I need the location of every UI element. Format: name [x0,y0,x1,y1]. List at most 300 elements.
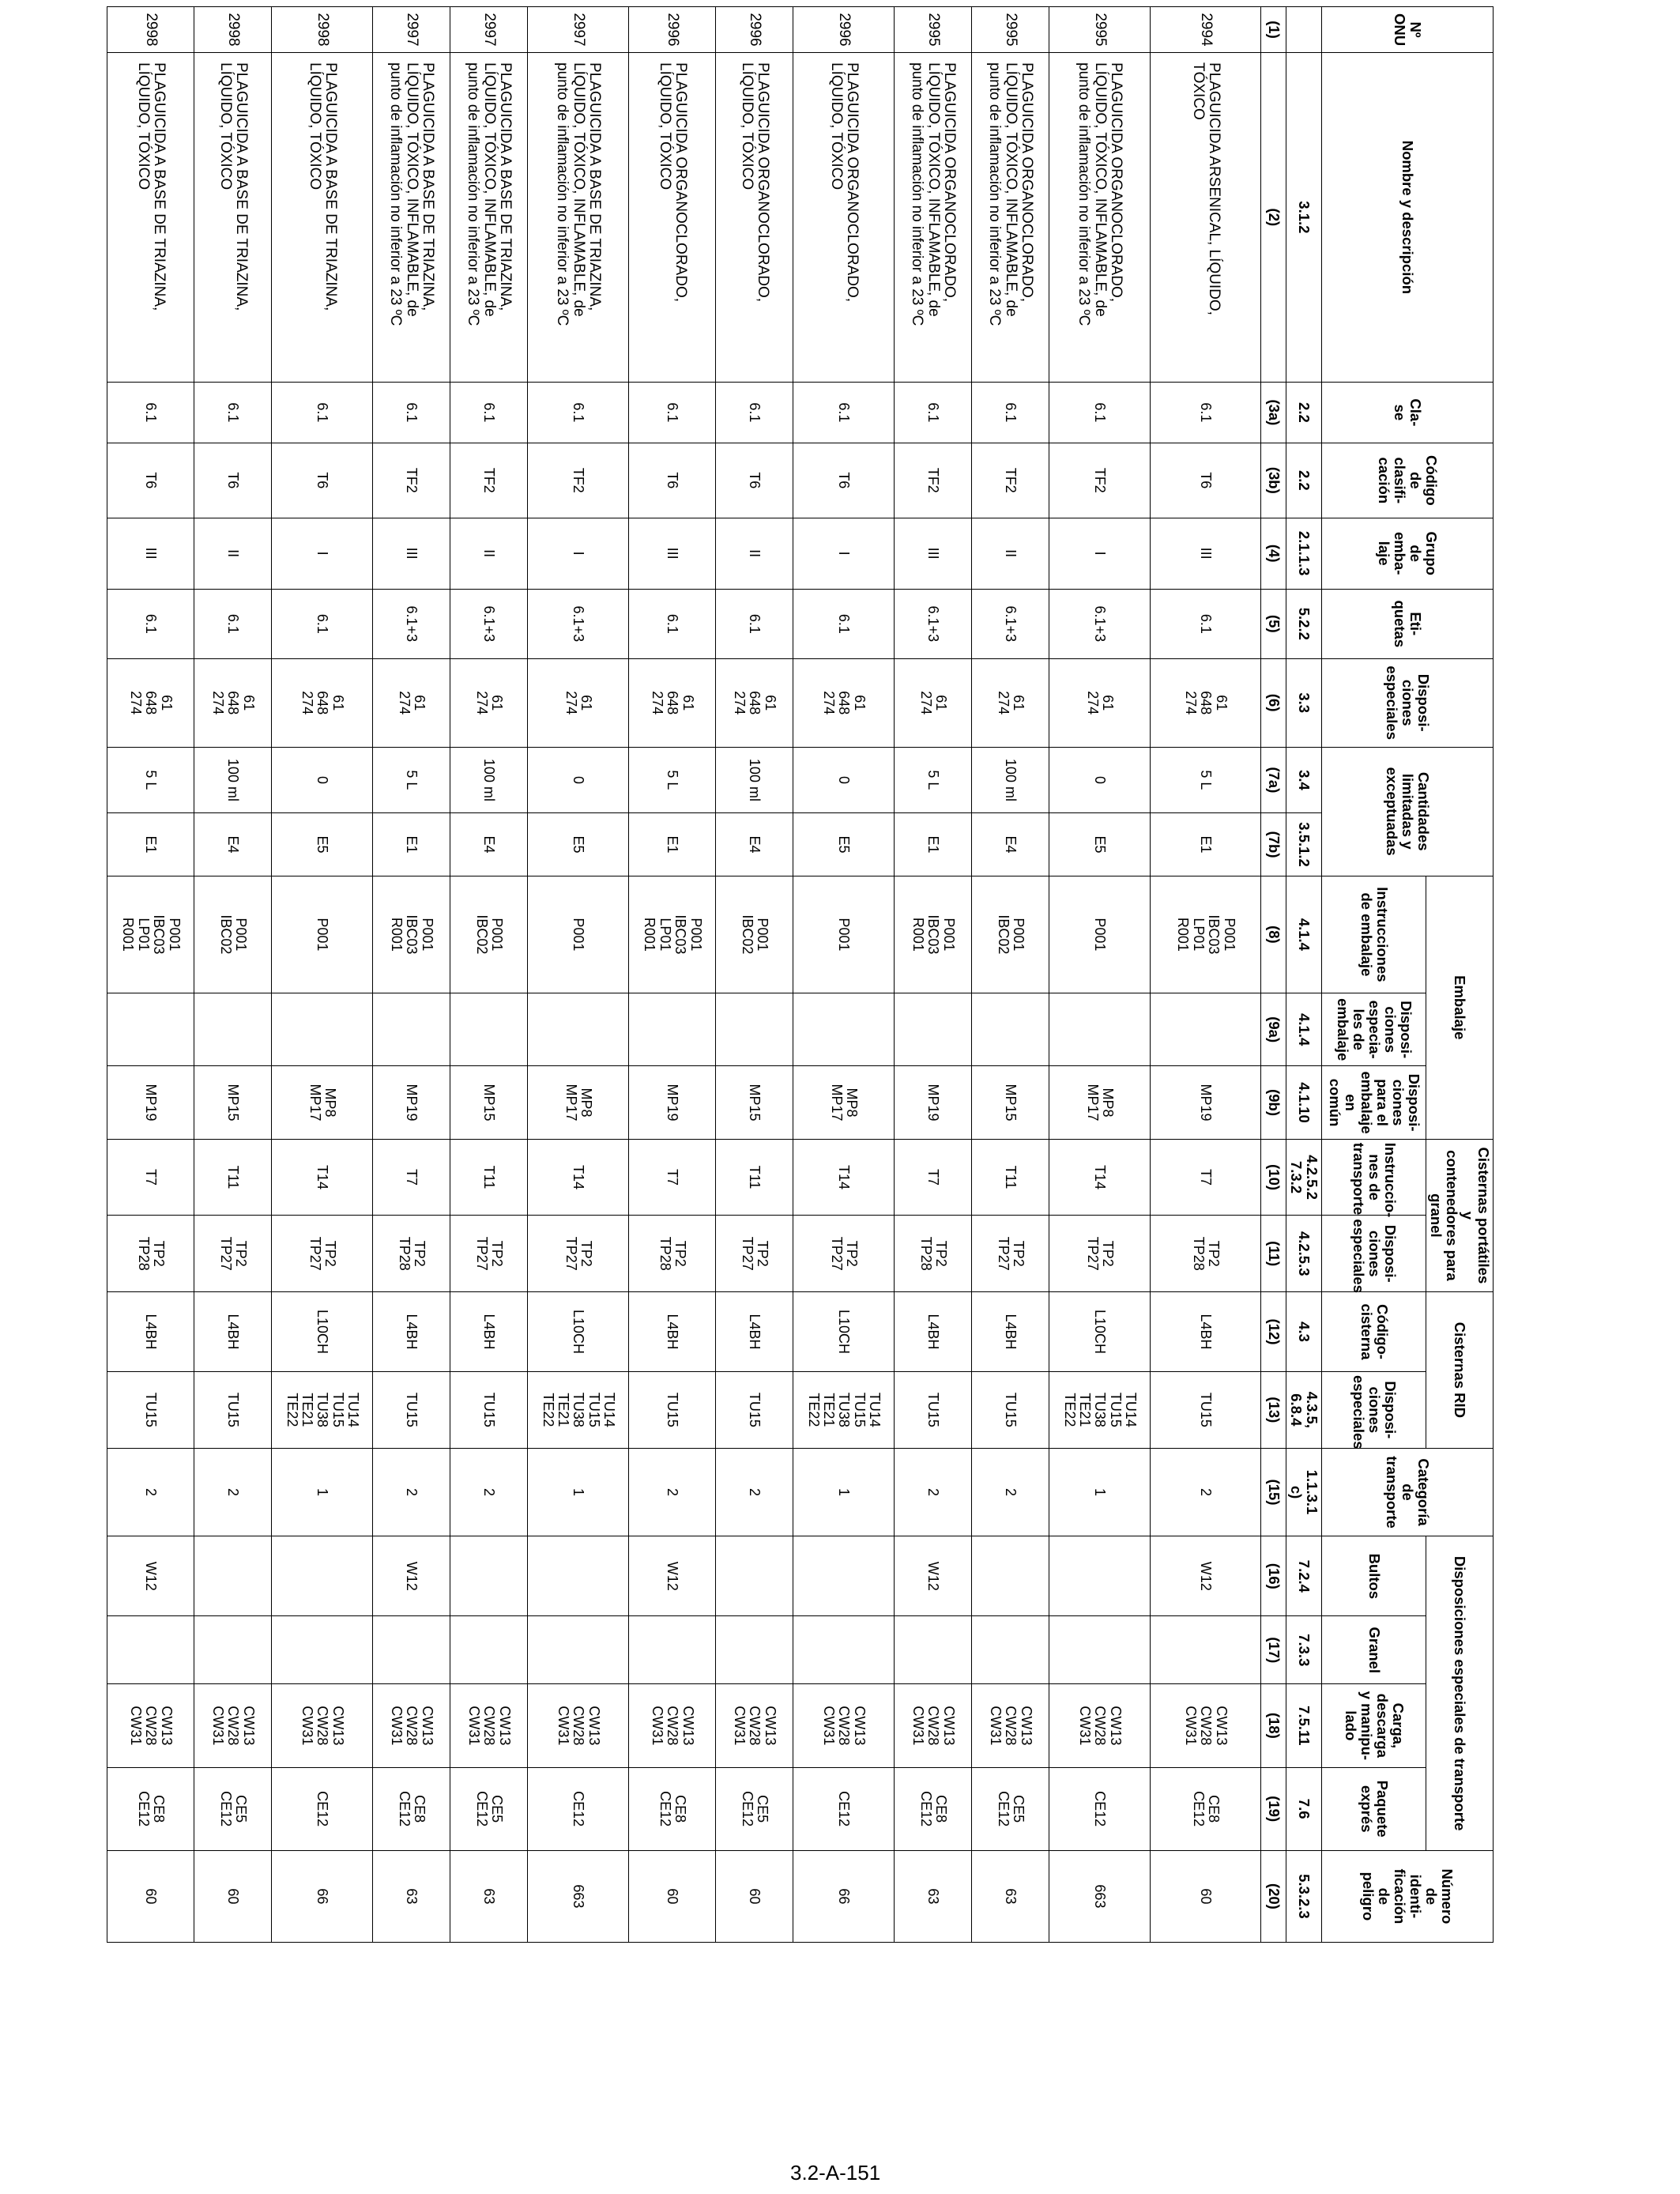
table-cell: CW13 CW28 CW31 [629,1684,716,1767]
table-cell [793,1536,895,1616]
table-cell: TU15 [373,1372,450,1449]
column-number-cell: (4) [1261,518,1286,589]
reference-cell: 2.2 [1286,382,1322,443]
table-cell: TU15 [895,1372,972,1449]
table-cell [450,1536,528,1616]
table-cell: 6.1 [793,589,895,658]
header-nombre: Nombre y descripción [1322,53,1494,383]
table-cell: L4BH [450,1292,528,1372]
table-cell: W12 [373,1536,450,1616]
table-cell: 66 [793,1850,895,1942]
table-cell: TU14 TU15 TU38 TE21 TE22 [272,1372,373,1449]
table-cell [528,1616,629,1684]
table-cell: E1 [629,813,716,876]
table-cell: P001 IBC03 R001 [895,876,972,993]
table-cell: III [629,518,716,589]
table-cell [194,1616,272,1684]
table-cell: TP2 TP28 [895,1216,972,1292]
reference-cell: 7.6 [1286,1767,1322,1850]
table-cell: III [1151,518,1261,589]
substance-name: PLAGUICIDA ORGANOCLORADO, LÍQUIDO, TÓXICO, INFLAMABLE, de punto de inflamación no inferior a 23 ºC [972,53,1049,383]
column-number-cell: (5) [1261,589,1286,658]
header-cantidades: Cantidades limitadas y exceptuadas [1322,747,1494,876]
onu-number: 2996 [716,7,793,53]
header-embalaje: Embalaje [1426,876,1494,1139]
table-cell: T7 [629,1139,716,1216]
onu-number: 2997 [450,7,528,53]
table-cell: 6.1 [1151,382,1261,443]
table-cell: CW13 CW28 CW31 [1049,1684,1151,1767]
table-cell: 1 [793,1448,895,1536]
header-carga-descarga: Carga, descarga y manipu- lado [1322,1684,1426,1767]
table-cell: 60 [194,1850,272,1942]
table-cell: III [895,518,972,589]
header-instrucciones-transporte: Instruccio- nes de transporte [1322,1139,1426,1216]
table-cell: 1 [272,1448,373,1536]
table-cell [629,993,716,1066]
table-cell: 663 [1049,1850,1151,1942]
table-cell [373,1616,450,1684]
onu-number: 2995 [895,7,972,53]
table-cell: 61 274 [1049,658,1151,747]
table-cell: W12 [107,1536,194,1616]
header-grupo: Grupo de emba- laje [1322,518,1494,589]
reference-cell: 4.2.5.3 [1286,1216,1322,1292]
table-cell [1151,1616,1261,1684]
substance-name: PLAGUICIDA A BASE DE TRIAZINA, LÍQUIDO, TÓXICO, INFLAMABLE, de punto de inflamación no inferior a 23 ºC [450,53,528,383]
table-cell: T11 [194,1139,272,1216]
table-cell: 66 [272,1850,373,1942]
table-cell [629,1616,716,1684]
table-cell: 6.1 [895,382,972,443]
table-cell: 61 648 274 [1151,658,1261,747]
table-cell: 6.1 [107,382,194,443]
header-codigo: Código de clasifi- cación [1322,443,1494,518]
substance-name: PLAGUICIDA ORGANOCLORADO, LÍQUIDO, TÓXICO, INFLAMABLE, de punto de inflamación no inferior a 23 ºC [1049,53,1151,383]
column-number-cell: (9b) [1261,1066,1286,1139]
table-cell: 60 [1151,1850,1261,1942]
table-cell: T14 [272,1139,373,1216]
table-cell: 5 L [1151,747,1261,813]
table-row [629,7,716,1943]
table-cell [373,993,450,1066]
header-categoria-transporte: Categoría de transporte [1322,1448,1494,1536]
table-cell: TU15 [629,1372,716,1449]
onu-number: 2998 [194,7,272,53]
table-cell: 5 L [895,747,972,813]
table-cell: 2 [629,1448,716,1536]
table-cell: MP19 [1151,1066,1261,1139]
table-cell: MP8 MP17 [793,1066,895,1139]
reference-cell: 5.3.2.3 [1286,1850,1322,1942]
table-cell: TP2 TP28 [629,1216,716,1292]
table-cell: P001 IBC03 LP01 R001 [1151,876,1261,993]
table-cell: CE12 [1049,1767,1151,1850]
table-cell: TU14 TU15 TU38 TE21 TE22 [528,1372,629,1449]
header-paquete-expres: Paquete exprés [1322,1767,1426,1850]
header-disp-especiales-embalaje: Disposi- ciones especia- les de embalaje [1322,993,1426,1066]
table-cell: MP15 [716,1066,793,1139]
table-cell: TP2 TP27 [528,1216,629,1292]
table-cell: TU15 [972,1372,1049,1449]
table-cell: I [793,518,895,589]
table-cell: MP15 [450,1066,528,1139]
table-cell: CE12 [528,1767,629,1850]
table-row [716,7,793,1943]
column-number-cell: (16) [1261,1536,1286,1616]
table-cell: 6.1 [629,382,716,443]
column-number-cell: (2) [1261,53,1286,383]
header-disp-especiales-cisternas: Disposi- ciones especiales [1322,1216,1426,1292]
header-cisternas-portatiles: Cisternas portátiles y contenedores para granel [1426,1139,1494,1291]
table-cell [450,993,528,1066]
table-cell: L4BH [194,1292,272,1372]
table-cell: T7 [1151,1139,1261,1216]
table-cell [716,1616,793,1684]
table-cell: CW13 CW28 CW31 [716,1684,793,1767]
table-cell: TU15 [450,1372,528,1449]
table-cell: TU14 TU15 TU38 TE21 TE22 [1049,1372,1151,1449]
table-cell: L10CH [793,1292,895,1372]
table-cell: CW13 CW28 CW31 [107,1684,194,1767]
table-cell: 61 274 [373,658,450,747]
table-cell: TU15 [107,1372,194,1449]
table-cell: 5 L [629,747,716,813]
table-cell: 6.1 [194,382,272,443]
column-number-cell: (19) [1261,1767,1286,1850]
table-cell: 6.1 [793,382,895,443]
table-cell: W12 [1151,1536,1261,1616]
table-cell: L4BH [716,1292,793,1372]
table-cell: 2 [194,1448,272,1536]
table-cell: L4BH [895,1292,972,1372]
header-disposiciones-especiales: Disposi- ciones especiales [1322,658,1494,747]
table-cell: 100 ml [194,747,272,813]
table-row [972,7,1049,1943]
table-cell: 6.1 [194,589,272,658]
rotated-table-page [120,6,1494,1943]
table-row [895,7,972,1943]
table-cell [1049,993,1151,1066]
table-cell: 100 ml [450,747,528,813]
table-cell [972,993,1049,1066]
reference-cell: 2.2 [1286,443,1322,518]
table-cell: 61 648 274 [107,658,194,747]
column-number-cell: (18) [1261,1684,1286,1767]
table-cell: E5 [793,813,895,876]
table-cell: 6.1 [972,382,1049,443]
table-cell: P001 [1049,876,1151,993]
table-cell: CE8 CE12 [107,1767,194,1850]
table-cell [450,1616,528,1684]
table-cell: E5 [1049,813,1151,876]
table-cell: TP2 TP28 [107,1216,194,1292]
table-cell: 63 [895,1850,972,1942]
table-cell: CE12 [793,1767,895,1850]
table-cell: CE8 CE12 [1151,1767,1261,1850]
table-cell: MP19 [107,1066,194,1139]
table-cell: 6.1+3 [1049,589,1151,658]
table-cell: MP8 MP17 [272,1066,373,1139]
table-cell: CW13 CW28 CW31 [793,1684,895,1767]
table-cell: 61 648 274 [194,658,272,747]
table-cell: TP2 TP27 [716,1216,793,1292]
table-cell [272,1616,373,1684]
table-row [793,7,895,1943]
reference-cell: 3.4 [1286,747,1322,813]
table-cell: 0 [793,747,895,813]
header-instrucciones-embalaje: Instrucciones de embalaje [1322,876,1426,993]
reference-cell: 3.1.2 [1286,53,1322,383]
table-cell: CE5 CE12 [716,1767,793,1850]
table-cell: TP2 TP28 [1151,1216,1261,1292]
column-number-cell: (10) [1261,1139,1286,1216]
table-cell: T14 [528,1139,629,1216]
table-cell: MP15 [194,1066,272,1139]
reference-cell: 4.1.4 [1286,993,1322,1066]
table-cell: T11 [450,1139,528,1216]
table-cell [272,1536,373,1616]
column-number-cell: (8) [1261,876,1286,993]
table-cell: L10CH [1049,1292,1151,1372]
reference-cell: 7.2.4 [1286,1536,1322,1616]
table-cell: 6.1 [716,589,793,658]
table-cell: E1 [107,813,194,876]
table-cell: CE12 [272,1767,373,1850]
column-number-cell: (7a) [1261,747,1286,813]
table-cell: CW13 CW28 CW31 [373,1684,450,1767]
table-cell: 6.1 [272,382,373,443]
header-disposiciones-transporte: Disposiciones especiales de transporte [1426,1536,1494,1850]
table-cell: E1 [373,813,450,876]
table-cell: I [272,518,373,589]
table-cell: TU15 [1151,1372,1261,1449]
table-cell [528,993,629,1066]
table-cell: II [194,518,272,589]
table-cell: T14 [793,1139,895,1216]
table-cell: L10CH [528,1292,629,1372]
table-cell: P001 IBC03 LP01 R001 [107,876,194,993]
table-row [450,7,528,1943]
table-cell: T6 [793,443,895,518]
table-row [373,7,450,1943]
table-cell: TF2 [972,443,1049,518]
table-cell [716,1536,793,1616]
table-cell: 63 [373,1850,450,1942]
table-cell [895,993,972,1066]
column-number-cell: (17) [1261,1616,1286,1684]
table-cell: P001 IBC02 [194,876,272,993]
table-cell [194,1536,272,1616]
table-cell: CW13 CW28 CW31 [272,1684,373,1767]
table-cell: 6.1 [272,589,373,658]
table-cell: CW13 CW28 CW31 [1151,1684,1261,1767]
column-number-cell: (3b) [1261,443,1286,518]
onu-number: 2998 [107,7,194,53]
table-cell: 61 274 [450,658,528,747]
table-cell [528,1536,629,1616]
table-cell: CE8 CE12 [373,1767,450,1850]
table-cell: T6 [194,443,272,518]
table-cell: I [1049,518,1151,589]
table-cell: 2 [1151,1448,1261,1536]
table-row [1049,7,1151,1943]
table-cell: T6 [272,443,373,518]
table-cell: TF2 [1049,443,1151,518]
table-cell: MP19 [629,1066,716,1139]
reference-cell: 4.3 [1286,1292,1322,1372]
table-cell: L4BH [1151,1292,1261,1372]
table-cell: TU15 [194,1372,272,1449]
table-row [107,7,194,1943]
column-number-cell: (11) [1261,1216,1286,1292]
table-cell: T6 [716,443,793,518]
table-cell: T6 [629,443,716,518]
column-number-cell: (3a) [1261,382,1286,443]
table-row [528,7,629,1943]
substance-name: PLAGUICIDA A BASE DE TRIAZINA, LÍQUIDO, TÓXICO, INFLAMABLE, de punto de inflamación no inferior a 23 ºC [373,53,450,383]
table-cell: 2 [895,1448,972,1536]
table-cell: MP15 [972,1066,1049,1139]
table-cell: I [528,518,629,589]
table-cell: II [450,518,528,589]
header-cisternas-rid: Cisternas RID [1426,1292,1494,1449]
table-cell [194,993,272,1066]
table-cell: 6.1 [107,589,194,658]
table-cell: 63 [450,1850,528,1942]
onu-number: 2995 [972,7,1049,53]
table-row [194,7,272,1943]
table-cell: CE8 CE12 [895,1767,972,1850]
onu-number: 2996 [793,7,895,53]
table-cell: E4 [194,813,272,876]
table-cell: P001 IBC03 LP01 R001 [629,876,716,993]
reference-cell: 4.1.10 [1286,1066,1322,1139]
table-cell: TU15 [716,1372,793,1449]
reference-cell: 2.1.1.3 [1286,518,1322,589]
table-cell: T7 [895,1139,972,1216]
table-cell: 2 [716,1448,793,1536]
table-cell: 0 [1049,747,1151,813]
column-number-cell: (1) [1261,7,1286,53]
table-cell: E4 [972,813,1049,876]
table-cell: T7 [373,1139,450,1216]
table-row [272,7,373,1943]
table-cell: TP2 TP27 [272,1216,373,1292]
table-cell: P001 IBC02 [972,876,1049,993]
table-cell: P001 IBC02 [450,876,528,993]
table-cell: TP2 TP27 [793,1216,895,1292]
table-cell: 5 L [373,747,450,813]
table-cell: 2 [450,1448,528,1536]
header-clase: Cla- se [1322,382,1494,443]
reference-cell: 5.2.2 [1286,589,1322,658]
header-disp-especiales-rid: Disposi- ciones especiales [1322,1372,1426,1449]
table-cell: 60 [629,1850,716,1942]
table-cell: L10CH [272,1292,373,1372]
table-cell: 61 648 274 [793,658,895,747]
table-cell: CW13 CW28 CW31 [450,1684,528,1767]
header-granel: Granel [1322,1616,1426,1684]
table-cell: 663 [528,1850,629,1942]
table-cell [716,993,793,1066]
column-number-cell: (15) [1261,1448,1286,1536]
table-cell: 1 [1049,1448,1151,1536]
table-cell: T7 [107,1139,194,1216]
table-cell: 6.1 [716,382,793,443]
table-cell: 61 648 274 [272,658,373,747]
table-cell: E4 [716,813,793,876]
substance-name: PLAGUICIDA A BASE DE TRIAZINA, LÍQUIDO, TÓXICO, INFLAMABLE, de punto de inflamación no inferior a 23 ºC [528,53,629,383]
table-cell: P001 [272,876,373,993]
table-cell: 60 [716,1850,793,1942]
column-number-cell: (7b) [1261,813,1286,876]
table-cell: W12 [629,1536,716,1616]
table-cell: 6.1 [450,382,528,443]
onu-number: 2997 [528,7,629,53]
column-number-row [1261,7,1286,1943]
table-cell: CW13 CW28 CW31 [528,1684,629,1767]
substance-name: PLAGUICIDA ORGANOCLORADO, LÍQUIDO, TÓXICO [629,53,716,383]
table-cell: MP19 [373,1066,450,1139]
column-number-cell: (20) [1261,1850,1286,1942]
table-cell: 5 L [107,747,194,813]
table-cell: T11 [972,1139,1049,1216]
onu-number: 2994 [1151,7,1261,53]
table-cell: T14 [1049,1139,1151,1216]
table-cell [972,1616,1049,1684]
reference-cell: 4.2.5.2 7.3.2 [1286,1139,1322,1216]
onu-number: 2997 [373,7,450,53]
table-cell: MP8 MP17 [528,1066,629,1139]
table-cell: CE5 CE12 [972,1767,1049,1850]
table-cell [793,993,895,1066]
reference-cell: 1.1.3.1 c) [1286,1448,1322,1536]
table-cell [1049,1616,1151,1684]
table-cell: 6.1+3 [972,589,1049,658]
column-number-cell: (9a) [1261,993,1286,1066]
reference-cell: 7.5.11 [1286,1684,1322,1767]
table-cell: MP19 [895,1066,972,1139]
column-number-cell: (6) [1261,658,1286,747]
table-cell: E5 [272,813,373,876]
reference-cell: 4.1.4 [1286,876,1322,993]
table-cell: E1 [895,813,972,876]
table-cell: P001 [528,876,629,993]
table-cell [107,993,194,1066]
table-cell [972,1536,1049,1616]
table-cell: 1 [528,1448,629,1536]
table-cell: CE8 CE12 [629,1767,716,1850]
substance-name: PLAGUICIDA ORGANOCLORADO, LÍQUIDO, TÓXICO [716,53,793,383]
table-cell: 100 ml [972,747,1049,813]
table-body [107,7,1261,1943]
table-row [1151,7,1261,1943]
table-cell: II [716,518,793,589]
table-cell: E1 [1151,813,1261,876]
table-cell: 61 274 [895,658,972,747]
table-cell: TF2 [373,443,450,518]
table-cell: 6.1+3 [450,589,528,658]
table-cell: E4 [450,813,528,876]
table-cell: TF2 [895,443,972,518]
table-cell: 2 [107,1448,194,1536]
table-cell: CE5 CE12 [450,1767,528,1850]
table-cell [895,1616,972,1684]
table-cell: 2 [972,1448,1049,1536]
table-cell: L4BH [107,1292,194,1372]
table-cell [1049,1536,1151,1616]
